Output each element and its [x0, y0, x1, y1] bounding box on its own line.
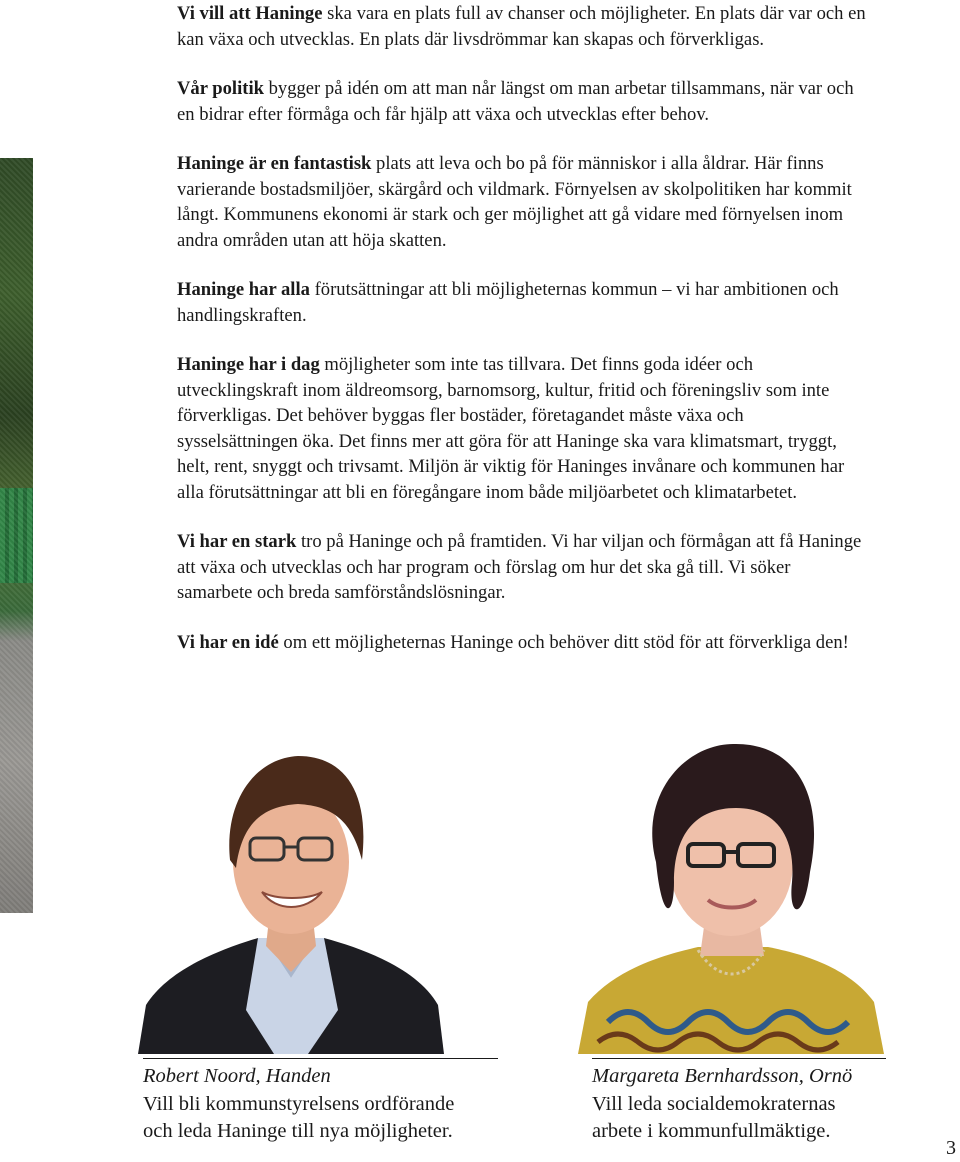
paragraph-3: Haninge är en fantastisk plats att leva och bo på för människor i alla åldrar. Här finns varierande bostadsmiljöer, skärgård och vildmark. Förnyelsen av skolpolitiken har kommit långt. Kommunens ekonomi är stark och ger möjlighet att gå vidare med förnyelsen inom andra områden utan att höja skatten. [177, 153, 852, 251]
candidate-role-line-2: arbete i kommunfullmäktige. [592, 1120, 831, 1142]
caption-robert-noord [143, 1058, 498, 1146]
paragraph-6: Vi har en stark tro på Haninge och på framtiden. Vi har viljan och förmågan att få Haninge att växa och utvecklas och har program och förslag om hur det ska gå till. Vi söker samarbete och breda samförståndslösningar. [177, 531, 862, 603]
candidate-name: Margareta Bernhardsson, Ornö [592, 1065, 853, 1087]
portrait-robert-noord [138, 750, 444, 1054]
candidate-role-line-1: Vill leda socialdemokraternas [592, 1092, 836, 1115]
paragraph-4: Haninge har alla förutsättningar att bli möjligheternas kommun – vi har ambitionen och handlingskraften. [177, 279, 839, 326]
paragraph-5: Haninge har i dag möjligheter som inte tas tillvara. Det finns goda idéer och utvecklingskraft inom äldreomsorg, barnomsorg, kultur, fritid och föreningsliv som inte förverkligas. Det behöver byggas fler bostäder, företagandet måste växa och sysselsättningen öka. Det finns mer att göra för att Haninge ska vara klimatsmart, tryggt, helt, rent, snyggt och trivsamt. Miljön är viktig för Haninges invånare och kommunen har alla förutsättningar att bli en föregångare inom både miljöarbetet och klimatarbetet. [177, 354, 845, 503]
paragraph-1: Vi vill att Haninge ska vara en plats full av chanser och möjligheter. En plats där var och en kan växa och utvecklas. En plats där livsdrömmar kan skapas och förverkligas. [177, 3, 866, 50]
portrait-margareta-bernhardsson [578, 742, 884, 1054]
paragraph-2: Vår politik bygger på idén om att man når längst om man arbetar tillsammans, när var och en bidrar efter förmåga och får hjälp att växa och utvecklas efter behov. [177, 78, 854, 125]
paragraph-7: Vi har en idé om ett möjligheternas Haninge och behöver ditt stöd för att förverkliga den! [177, 631, 849, 653]
candidate-role-line-2: och leda Haninge till nya möjligheter. [143, 1120, 453, 1142]
article-body [177, 0, 867, 679]
caption-margareta-bernhardsson [592, 1058, 886, 1146]
candidate-role-line-1: Vill bli kommunstyrelsens ordförande [143, 1092, 455, 1115]
page-number: 3 [946, 1137, 956, 1159]
side-photo-strip [0, 158, 33, 913]
candidate-name: Robert Noord, Handen [143, 1065, 331, 1087]
